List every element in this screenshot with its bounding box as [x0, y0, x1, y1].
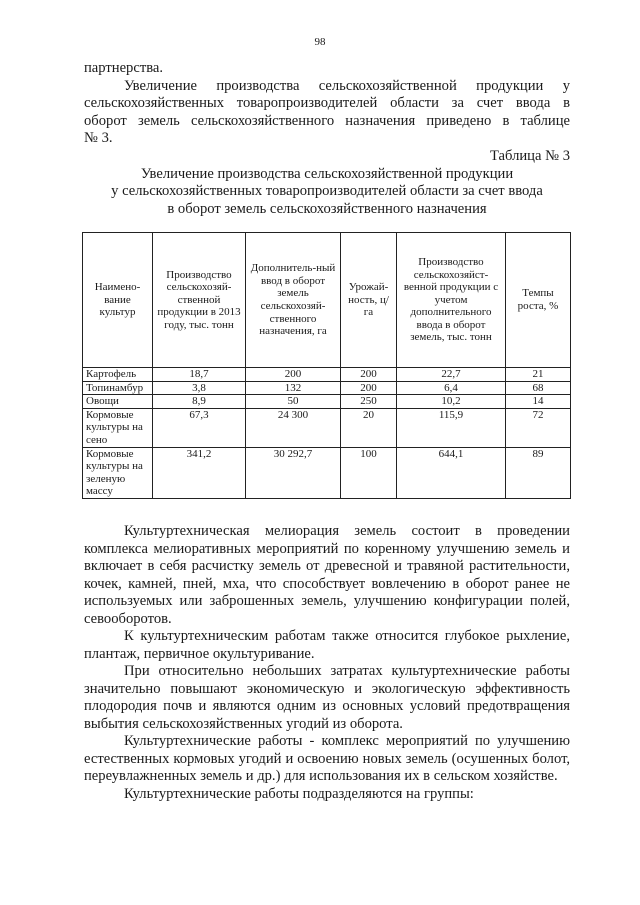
cell-value: 115,9	[397, 408, 506, 447]
paragraph: Культуртехническая мелиорация земель состоит в проведении комплекса мелиоративных мероприятий по коренному улучшению земель и включает в себя расчистку земель от древесной и травяной растительности, кочек, камней, пней, мха, что способствует вовлечению в оборот ранее не используемых или заброшенных земель, улучшению конфигурации полей, севооборотов.	[84, 523, 570, 627]
cell-value: 68	[506, 381, 571, 395]
cell-value: 21	[506, 368, 571, 382]
header-culture: Наимено-вание культур	[83, 233, 153, 368]
intro-line: № 3.	[84, 130, 113, 146]
cell-value: 30 292,7	[246, 447, 341, 498]
cell-value: 20	[341, 408, 397, 447]
cell-culture: Кормовые культуры на зеленую массу	[83, 447, 153, 498]
intro-line: Увеличение производства сельскохозяйственной продукции у	[124, 77, 570, 94]
table-row	[83, 408, 571, 447]
table-row	[83, 395, 571, 409]
cell-value: 50	[246, 395, 341, 409]
cell-value: 14	[506, 395, 571, 409]
cell-value: 10,2	[397, 395, 506, 409]
table-title-line: в оборот земель сельскохозяйственного назначения	[167, 200, 487, 217]
table-title-line: Увеличение производства сельскохозяйственной продукции	[140, 165, 514, 182]
cell-value: 132	[246, 381, 341, 395]
intro-line: оборот земель сельскохозяйственного назначения приведено в таблице	[84, 112, 570, 129]
table-header-row	[83, 233, 571, 368]
cell-culture: Картофель	[83, 368, 153, 382]
paragraph: Культуртехнические работы - комплекс мероприятий по улучшению естественных кормовых угодий и освоению новых земель (осушенных болот, переувлажненных земель и др.) для использования их в сельском хозяйстве.	[84, 733, 570, 784]
body-text	[84, 523, 570, 803]
header-yield: Урожай-ность, ц/га	[341, 233, 397, 368]
table-caption	[84, 148, 570, 218]
header-growth-rate: Темпы роста, %	[506, 233, 571, 368]
table-label: Таблица № 3	[490, 148, 570, 164]
table-row	[83, 381, 571, 395]
header-additional-area: Дополнитель-ный ввод в оборот земель сельскохозяй-ственного назначения, га	[246, 233, 341, 368]
cell-culture: Кормовые культуры на сено	[83, 408, 153, 447]
cell-culture: Овощи	[83, 395, 153, 409]
cell-value: 200	[246, 368, 341, 382]
cell-value: 200	[341, 368, 397, 382]
cell-value: 89	[506, 447, 571, 498]
paragraph: К культуртехническим работам также относится глубокое рыхление, плантаж, первичное окультуривание.	[84, 628, 570, 662]
table-row	[83, 447, 571, 498]
cell-value: 644,1	[397, 447, 506, 498]
production-table	[82, 232, 571, 499]
paragraph: При относительно небольших затратах культуртехнические работы значительно повышают экономическую и экологическую эффективность плодородия почв и являются одним из основных условий предотвращения выбытия сельскохозяйственных угодий из оборота.	[84, 663, 570, 732]
cell-value: 250	[341, 395, 397, 409]
cell-value: 200	[341, 381, 397, 395]
table-title-line: у сельскохозяйственных товаропроизводителей области за счет ввода	[111, 183, 543, 199]
cell-value: 100	[341, 447, 397, 498]
cell-culture: Топинамбур	[83, 381, 153, 395]
intro-text	[84, 60, 570, 148]
cell-value: 72	[506, 408, 571, 447]
table-row	[83, 368, 571, 382]
intro-first-line: партнерства.	[84, 60, 164, 76]
paragraph: Культуртехнические работы подразделяются на группы:	[124, 785, 474, 802]
cell-value: 341,2	[153, 447, 246, 498]
cell-value: 18,7	[153, 368, 246, 382]
cell-value: 22,7	[397, 368, 506, 382]
cell-value: 24 300	[246, 408, 341, 447]
cell-value: 3,8	[153, 381, 246, 395]
cell-value: 8,9	[153, 395, 246, 409]
page-number: 98	[314, 36, 326, 48]
intro-line: сельскохозяйственных товаропроизводителей области за счет ввода в	[84, 95, 570, 111]
cell-value: 6,4	[397, 381, 506, 395]
cell-value: 67,3	[153, 408, 246, 447]
header-production-with-area: Производство сельскохозяйст-венной продукции с учетом дополнительного ввода в оборот земель, тыс. тонн	[397, 233, 506, 368]
header-production-2013: Производство сельскохозяй-ственной продукции в 2013 году, тыс. тонн	[153, 233, 246, 368]
